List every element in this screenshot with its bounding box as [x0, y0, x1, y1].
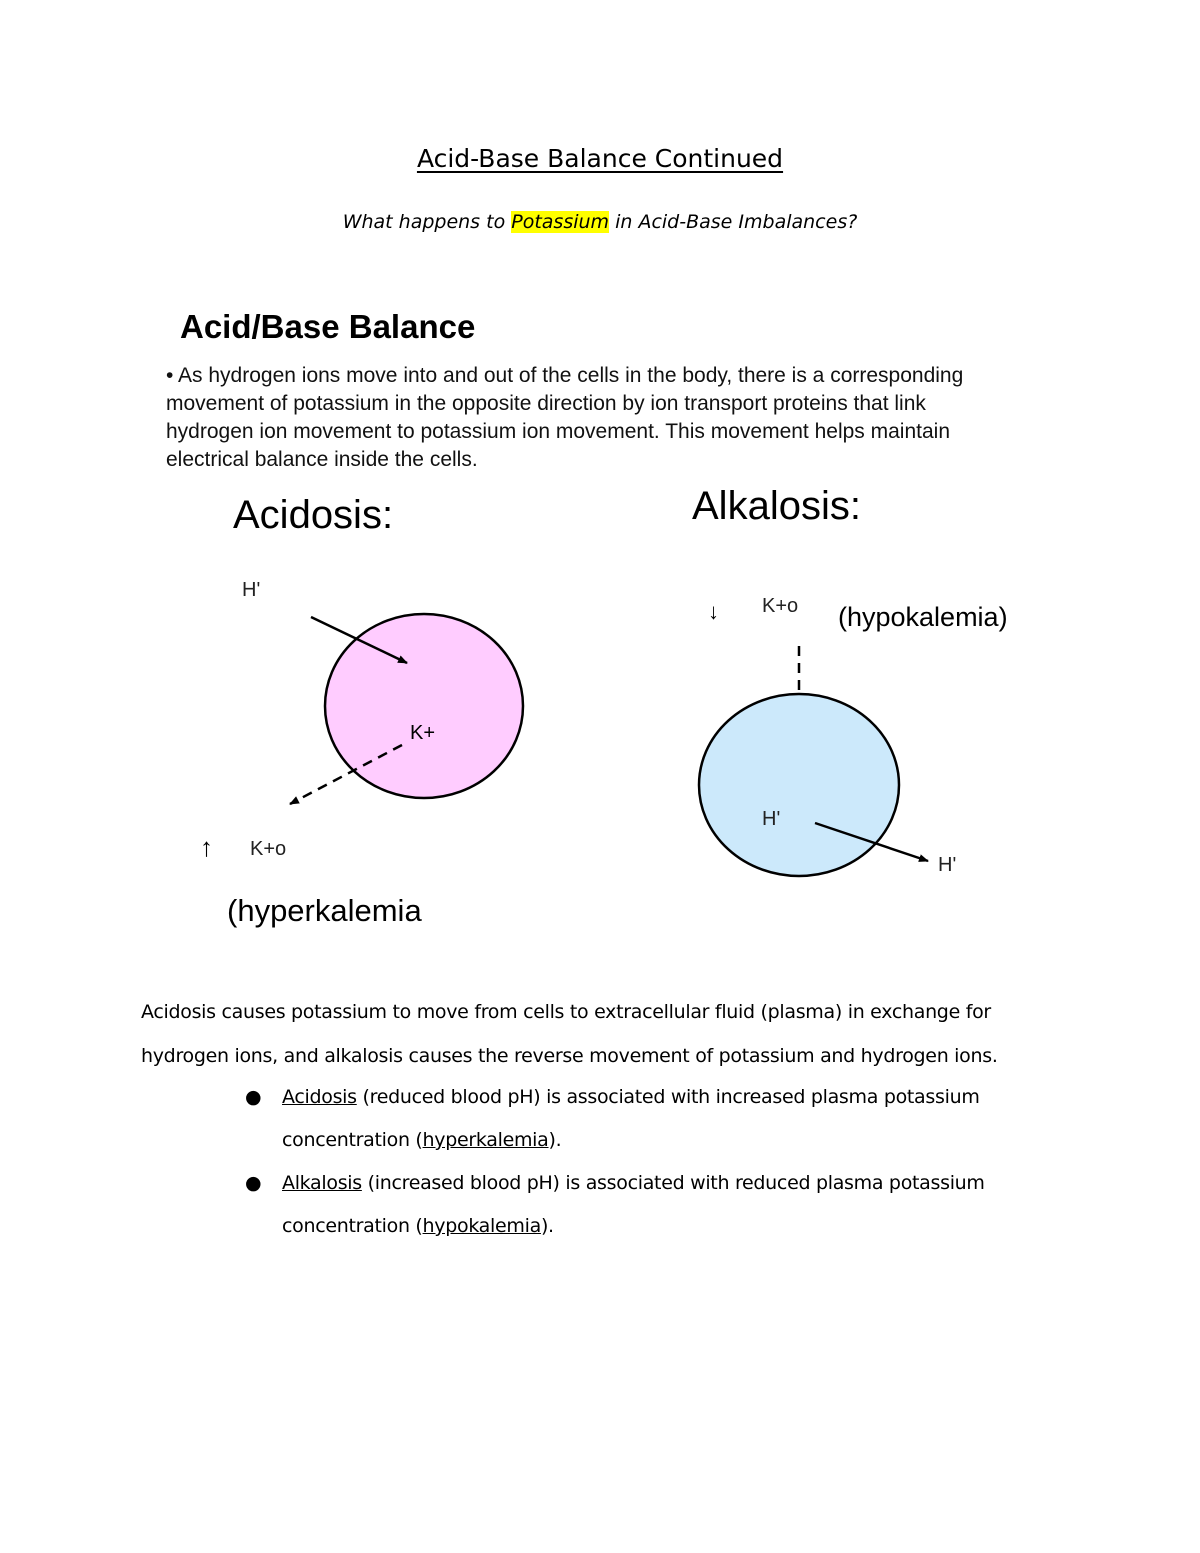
slide-title: Acid/Base Balance: [180, 308, 476, 345]
alkalosis-heading: Alkalosis:: [692, 484, 861, 528]
acidosis-condition: (hyperkalemia: [227, 893, 422, 928]
alkalosis-k-outside-label: K+o: [762, 595, 799, 617]
alkalosis-h-inside-label: H': [762, 808, 781, 830]
bullet-link: hypokalemia: [422, 1215, 541, 1237]
subtitle-before: What happens to: [342, 211, 512, 233]
alkalosis-cell: [699, 694, 899, 876]
bullet-link: hyperkalemia: [422, 1129, 549, 1151]
bullet-list: [245, 1076, 1045, 1248]
acidosis-h-label: H': [242, 579, 261, 601]
body-paragraph: Acidosis causes potassium to move from cells to extracellular fluid (plasma) in exchange for hydrogen ions, and alkalosis causes the reverse movement of potassium and hydrogen ions.: [141, 1001, 998, 1067]
page-title: Acid-Base Balance Continued: [416, 144, 784, 173]
subtitle-highlight: Potassium: [511, 211, 610, 233]
alkalosis-down-arrow: ↓: [708, 599, 719, 624]
slide-bullet-text: • As hydrogen ions move into and out of the cells in the body, there is a corresponding movement of potassium in the opposite direction by ion transport proteins that link hydrogen ion movement to potassium ion movement. This movement helps maintain electrical balance inside the cells.: [166, 364, 964, 471]
bullet-term: Acidosis: [282, 1086, 357, 1108]
bullet-text-end: ).: [540, 1215, 554, 1237]
bullet-dot-icon: ●: [245, 1172, 262, 1194]
bullet-item-alkalosis: [245, 1162, 1045, 1248]
acidosis-up-arrow: ↑: [200, 832, 213, 862]
bullet-dot-icon: ●: [245, 1086, 262, 1108]
bullet-text: (increased blood pH) is associated with reduced plasma potassium concentration (: [282, 1172, 985, 1237]
bullet-text-end: ).: [548, 1129, 562, 1151]
acidosis-heading: Acidosis:: [233, 493, 394, 537]
bullet-item-acidosis: [245, 1076, 1045, 1162]
bullet-text: (reduced blood pH) is associated with increased plasma potassium concentration (: [282, 1086, 980, 1151]
alkalosis-h-outside-label: H': [938, 854, 957, 876]
alkalosis-condition: (hypokalemia): [838, 602, 1008, 632]
subtitle-after: in Acid-Base Imbalances?: [609, 211, 858, 233]
bullet-term: Alkalosis: [282, 1172, 362, 1194]
acidosis-k-inside-label: K+: [410, 722, 436, 744]
acidosis-k-outside-label: K+o: [250, 838, 287, 860]
